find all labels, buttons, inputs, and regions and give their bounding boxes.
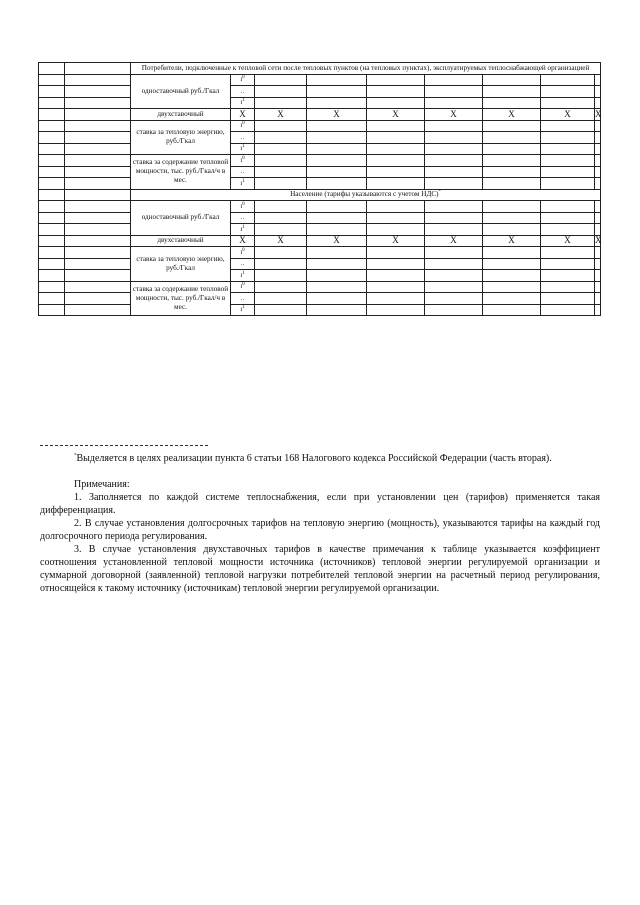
- group-header-row: [39, 189, 601, 201]
- value-cell: [541, 155, 595, 167]
- capacity-rate-row: [39, 304, 601, 316]
- group-header-row: [39, 63, 601, 75]
- value-cell: [367, 247, 425, 259]
- x-mark: X: [483, 235, 541, 247]
- single-rate-row: [39, 97, 601, 109]
- value-cell: [425, 258, 483, 270]
- value-cell: [307, 258, 367, 270]
- value-cell: [307, 166, 367, 178]
- single-rate-label: одноставочный руб./Гкал: [131, 74, 231, 109]
- value-cell: [541, 178, 595, 190]
- value-cell: [541, 212, 595, 224]
- index-cell: [39, 224, 65, 236]
- value-cell: [307, 293, 367, 305]
- system-cell: [65, 235, 131, 247]
- energy-rate-row: [39, 143, 601, 155]
- value-cell: [367, 155, 425, 167]
- value-cell: [425, 178, 483, 190]
- footnote: [40, 452, 600, 465]
- value-cell: [595, 74, 601, 86]
- x-mark: X: [425, 109, 483, 121]
- footnote-body: Выделяется в целях реализации пункта 6 статьи 168 Налогового кодекса Российской Федерации (часть вторая).: [76, 453, 552, 464]
- index-cell: [39, 97, 65, 109]
- period-base: i: [240, 225, 243, 233]
- notes-section: [40, 478, 600, 595]
- value-cell: [425, 201, 483, 213]
- value-cell: [541, 247, 595, 259]
- value-cell: [425, 74, 483, 86]
- value-cell: [367, 86, 425, 98]
- capacity-rate-label: ставка за содержание тепловой мощности, тыс. руб./Гкал/ч в мес.: [131, 155, 231, 190]
- period-base: i: [240, 248, 243, 256]
- period-ellipsis: ..: [240, 214, 245, 222]
- two-rate-label: двухставочный: [131, 109, 231, 121]
- period-index: 0: [242, 121, 245, 127]
- value-cell: [483, 166, 541, 178]
- single-rate-row: [39, 201, 601, 213]
- note-item-1: 1. Заполняется по каждой системе теплоснабжения, если при установлении цен (тарифов) применяется такая дифференциация.: [40, 492, 600, 516]
- system-cell: [65, 97, 131, 109]
- period-base: i: [240, 306, 243, 314]
- group-title: [131, 63, 601, 75]
- value-cell: [367, 293, 425, 305]
- value-cell: [541, 224, 595, 236]
- energy-rate-row: [39, 247, 601, 259]
- value-cell: [595, 281, 601, 293]
- value-cell: [541, 166, 595, 178]
- value-cell: [255, 212, 307, 224]
- value-cell: [595, 258, 601, 270]
- value-cell: [425, 224, 483, 236]
- value-cell: [541, 120, 595, 132]
- single-rate-label: одноставочный руб./Гкал: [131, 201, 231, 236]
- x-mark: X: [255, 109, 307, 121]
- index-cell: [39, 235, 65, 247]
- value-cell: [425, 304, 483, 316]
- tariff-table-container: [38, 62, 600, 316]
- system-cell: [65, 304, 131, 316]
- period-cell: [231, 143, 255, 155]
- x-mark: X: [307, 235, 367, 247]
- system-cell: [65, 247, 131, 259]
- period-cell: [231, 258, 255, 270]
- value-cell: [425, 120, 483, 132]
- value-cell: [307, 178, 367, 190]
- value-cell: [595, 247, 601, 259]
- period-index: 1: [242, 144, 245, 150]
- value-cell: [595, 178, 601, 190]
- single-rate-row: [39, 212, 601, 224]
- period-index: 1: [242, 98, 245, 104]
- footnote-marker: *: [74, 453, 77, 459]
- period-cell: [231, 293, 255, 305]
- index-cell: [39, 86, 65, 98]
- period-cell: [231, 247, 255, 259]
- value-cell: [307, 281, 367, 293]
- value-cell: [425, 270, 483, 282]
- index-cell: [39, 212, 65, 224]
- value-cell: [307, 132, 367, 144]
- notes-heading: Примечания:: [74, 479, 130, 490]
- capacity-rate-row: [39, 293, 601, 305]
- value-cell: [255, 247, 307, 259]
- value-cell: [483, 258, 541, 270]
- value-cell: [255, 304, 307, 316]
- value-cell: [367, 281, 425, 293]
- value-cell: [595, 120, 601, 132]
- index-cell: [39, 63, 65, 75]
- x-mark: X: [367, 109, 425, 121]
- value-cell: [367, 74, 425, 86]
- value-cell: [255, 281, 307, 293]
- value-cell: [307, 143, 367, 155]
- value-cell: [483, 86, 541, 98]
- system-cell: [65, 189, 131, 201]
- value-cell: [595, 201, 601, 213]
- single-rate-row: [39, 74, 601, 86]
- value-cell: [483, 74, 541, 86]
- value-cell: [483, 224, 541, 236]
- value-cell: [541, 258, 595, 270]
- value-cell: [255, 132, 307, 144]
- value-cell: [255, 97, 307, 109]
- value-cell: [483, 247, 541, 259]
- value-cell: [541, 201, 595, 213]
- value-cell: [425, 97, 483, 109]
- group-title-text: Население (тарифы указываются с учетом НДС): [290, 190, 439, 199]
- value-cell: [483, 178, 541, 190]
- period-base: i: [240, 283, 243, 291]
- system-cell: [65, 212, 131, 224]
- system-cell: [65, 132, 131, 144]
- value-cell: [541, 143, 595, 155]
- value-cell: [367, 212, 425, 224]
- energy-rate-row: [39, 270, 601, 282]
- system-cell: [65, 63, 131, 75]
- period-index: 0: [242, 155, 245, 161]
- value-cell: [367, 143, 425, 155]
- index-cell: [39, 155, 65, 167]
- value-cell: [425, 293, 483, 305]
- period-base: i: [240, 156, 243, 164]
- index-cell: [39, 166, 65, 178]
- system-cell: [65, 258, 131, 270]
- index-cell: [39, 120, 65, 132]
- value-cell: [255, 201, 307, 213]
- value-cell: [541, 293, 595, 305]
- value-cell: [595, 212, 601, 224]
- value-cell: [367, 132, 425, 144]
- value-cell: [255, 143, 307, 155]
- value-cell: [595, 97, 601, 109]
- period-index: 1: [242, 270, 245, 276]
- x-mark: X: [483, 109, 541, 121]
- value-cell: [483, 155, 541, 167]
- period-cell: [231, 97, 255, 109]
- value-cell: [483, 270, 541, 282]
- value-cell: [367, 270, 425, 282]
- value-cell: [483, 132, 541, 144]
- value-cell: [483, 120, 541, 132]
- period-cell: [231, 212, 255, 224]
- period-base: i: [240, 271, 243, 279]
- period-ellipsis: ..: [240, 133, 245, 141]
- value-cell: [541, 281, 595, 293]
- value-cell: [255, 74, 307, 86]
- index-cell: [39, 132, 65, 144]
- x-mark: X: [231, 109, 255, 121]
- period-ellipsis: ..: [240, 260, 245, 268]
- value-cell: [307, 201, 367, 213]
- value-cell: [367, 178, 425, 190]
- value-cell: [595, 132, 601, 144]
- value-cell: [541, 304, 595, 316]
- value-cell: [541, 132, 595, 144]
- system-cell: [65, 270, 131, 282]
- value-cell: [425, 155, 483, 167]
- x-mark: X: [255, 235, 307, 247]
- period-cell: [231, 155, 255, 167]
- value-cell: [307, 247, 367, 259]
- period-cell: [231, 132, 255, 144]
- period-base: i: [240, 179, 243, 187]
- two-rate-row: [39, 109, 601, 121]
- system-cell: [65, 74, 131, 86]
- value-cell: [367, 166, 425, 178]
- energy-rate-label: ставка за тепловую энергию, руб./Гкал: [131, 120, 231, 155]
- value-cell: [483, 304, 541, 316]
- system-cell: [65, 166, 131, 178]
- energy-rate-row: [39, 258, 601, 270]
- period-cell: [231, 224, 255, 236]
- period-index: 0: [242, 75, 245, 81]
- value-cell: [367, 258, 425, 270]
- period-cell: [231, 304, 255, 316]
- index-cell: [39, 178, 65, 190]
- capacity-rate-row: [39, 155, 601, 167]
- index-cell: [39, 293, 65, 305]
- single-rate-row: [39, 224, 601, 236]
- footnote-separator: [40, 445, 208, 446]
- period-ellipsis: ..: [240, 294, 245, 302]
- system-cell: [65, 201, 131, 213]
- value-cell: [483, 212, 541, 224]
- energy-rate-row: [39, 132, 601, 144]
- group-title: [131, 189, 601, 201]
- index-cell: [39, 281, 65, 293]
- group-title-text: Потребители, подключенные к тепловой сети после тепловых пунктов (на тепловых пунктах), эксплуатируемых теплоснабжающей организацией: [141, 63, 590, 72]
- index-cell: [39, 304, 65, 316]
- value-cell: [255, 86, 307, 98]
- value-cell: [595, 270, 601, 282]
- value-cell: [255, 155, 307, 167]
- system-cell: [65, 281, 131, 293]
- system-cell: [65, 109, 131, 121]
- system-cell: [65, 143, 131, 155]
- period-base: i: [240, 202, 243, 210]
- capacity-rate-row: [39, 178, 601, 190]
- value-cell: [367, 120, 425, 132]
- value-cell: [255, 224, 307, 236]
- single-rate-row: [39, 86, 601, 98]
- period-cell: [231, 201, 255, 213]
- value-cell: [595, 86, 601, 98]
- value-cell: [425, 86, 483, 98]
- value-cell: [255, 293, 307, 305]
- value-cell: [483, 281, 541, 293]
- value-cell: [541, 86, 595, 98]
- value-cell: [595, 143, 601, 155]
- capacity-rate-label: ставка за содержание тепловой мощности, тыс. руб./Гкал/ч в мес.: [131, 281, 231, 316]
- value-cell: [307, 155, 367, 167]
- value-cell: [595, 155, 601, 167]
- index-cell: [39, 143, 65, 155]
- energy-rate-label: ставка за тепловую энергию, руб./Гкал: [131, 247, 231, 282]
- capacity-rate-row: [39, 281, 601, 293]
- index-cell: [39, 74, 65, 86]
- value-cell: [307, 120, 367, 132]
- period-base: i: [240, 99, 243, 107]
- value-cell: [483, 143, 541, 155]
- value-cell: [483, 201, 541, 213]
- index-cell: [39, 189, 65, 201]
- period-cell: [231, 86, 255, 98]
- value-cell: [255, 120, 307, 132]
- system-cell: [65, 120, 131, 132]
- value-cell: [307, 224, 367, 236]
- group-title-marker: *: [438, 189, 442, 195]
- system-cell: [65, 86, 131, 98]
- x-mark: X: [541, 109, 595, 121]
- system-cell: [65, 224, 131, 236]
- x-mark: X: [541, 235, 595, 247]
- value-cell: [595, 304, 601, 316]
- value-cell: [255, 258, 307, 270]
- value-cell: [255, 178, 307, 190]
- value-cell: [541, 97, 595, 109]
- period-index: 0: [242, 247, 245, 253]
- period-cell: [231, 178, 255, 190]
- system-cell: [65, 178, 131, 190]
- period-base: i: [240, 145, 243, 153]
- value-cell: [307, 304, 367, 316]
- value-cell: [255, 166, 307, 178]
- value-cell: [307, 86, 367, 98]
- period-ellipsis: ..: [240, 168, 245, 176]
- value-cell: [425, 247, 483, 259]
- value-cell: [367, 97, 425, 109]
- value-cell: [595, 224, 601, 236]
- x-mark: X: [307, 109, 367, 121]
- value-cell: [307, 212, 367, 224]
- value-cell: [307, 97, 367, 109]
- system-cell: [65, 155, 131, 167]
- period-index: 1: [242, 305, 245, 311]
- value-cell: [425, 212, 483, 224]
- tariff-table: [38, 62, 601, 316]
- value-cell: [595, 166, 601, 178]
- period-base: i: [240, 122, 243, 130]
- period-cell: [231, 281, 255, 293]
- period-base: i: [240, 76, 243, 84]
- two-rate-label: двухставочный: [131, 235, 231, 247]
- value-cell: [367, 201, 425, 213]
- period-cell: [231, 270, 255, 282]
- value-cell: [255, 270, 307, 282]
- value-cell: [425, 166, 483, 178]
- note-item-3: 3. В случае установления двухставочных тарифов в качестве примечания к таблице указывается коэффициент соотношения установленной тепловой мощности источника (источников) тепловой энергии регулируемой организации и суммарной договорной (заявленной) тепловой нагрузки потребителей тепловой энергии на расчетный период регулирования, относящейся к такому источнику (источникам) тепловой энергии регулируемой организации.: [40, 544, 600, 594]
- period-index: 0: [242, 282, 245, 288]
- x-mark: X: [595, 235, 602, 246]
- value-cell: [595, 293, 601, 305]
- x-mark: X: [367, 235, 425, 247]
- index-cell: [39, 201, 65, 213]
- period-cell: [231, 120, 255, 132]
- value-cell: [425, 281, 483, 293]
- index-cell: [39, 247, 65, 259]
- value-cell: [367, 304, 425, 316]
- period-index: 1: [242, 224, 245, 230]
- capacity-rate-row: [39, 166, 601, 178]
- two-rate-row: [39, 235, 601, 247]
- value-cell: [483, 97, 541, 109]
- value-cell: [541, 270, 595, 282]
- note-item-2: 2. В случае установления долгосрочных тарифов на тепловую энергию (мощность), указываются тарифы на каждый год долгосрочного периода регулирования.: [40, 518, 600, 542]
- index-cell: [39, 109, 65, 121]
- index-cell: [39, 270, 65, 282]
- period-cell: [231, 74, 255, 86]
- x-mark: X: [595, 108, 602, 119]
- x-mark: X: [231, 235, 255, 247]
- value-cell: [425, 132, 483, 144]
- x-mark: X: [425, 235, 483, 247]
- period-cell: [231, 166, 255, 178]
- value-cell: [367, 224, 425, 236]
- value-cell: [307, 270, 367, 282]
- system-cell: [65, 293, 131, 305]
- value-cell: [483, 293, 541, 305]
- period-index: 0: [242, 201, 245, 207]
- value-cell: [541, 74, 595, 86]
- energy-rate-row: [39, 120, 601, 132]
- index-cell: [39, 258, 65, 270]
- period-ellipsis: ..: [240, 87, 245, 95]
- footnote-text: [40, 452, 600, 465]
- value-cell: [425, 143, 483, 155]
- period-index: 1: [242, 178, 245, 184]
- value-cell: [307, 74, 367, 86]
